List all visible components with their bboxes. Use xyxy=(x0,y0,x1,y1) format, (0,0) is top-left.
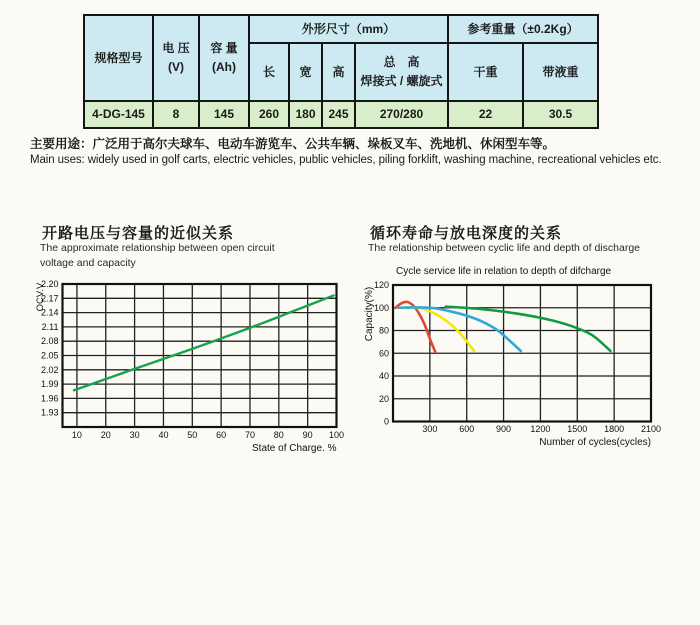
x-tick-label: 90 xyxy=(302,430,313,440)
header-capacity xyxy=(199,15,249,101)
x-tick-label: 60 xyxy=(216,430,227,440)
cell-voltage: 8 xyxy=(153,101,199,128)
header-dimensions: 外形尺寸（mm） xyxy=(249,15,448,43)
header-dry-weight: 干重 xyxy=(448,43,523,101)
header-model: 规格型号 xyxy=(84,15,153,101)
header-voltage xyxy=(153,15,199,101)
x-tick-label: 900 xyxy=(496,424,512,434)
left-chart-title-cn: 开路电压与容量的近似关系 xyxy=(42,225,235,242)
cell-height: 245 xyxy=(322,101,355,128)
y-tick-label: 60 xyxy=(378,348,389,359)
header-capacity-cn: 容 量 xyxy=(210,41,238,56)
x-tick-label: 70 xyxy=(244,430,255,440)
y-tick-label: 20 xyxy=(378,393,389,404)
table-row xyxy=(84,101,598,128)
header-total-height xyxy=(355,43,448,101)
cell-length: 260 xyxy=(249,101,289,128)
y-axis-label: OCV.V xyxy=(35,282,46,312)
y-tick-label: 1.99 xyxy=(40,379,59,390)
x-axis-label: Number of cycles(cycles) xyxy=(539,437,651,448)
header-total-height-sub: 焊接式 / 螺旋式 xyxy=(360,74,443,88)
main-uses-en: Main uses: widely used in golf carts, electric vehicles, public vehicles, piling forklift, washing machine, recreational vehicles etc. xyxy=(30,154,662,166)
x-tick-label: 30 xyxy=(129,430,140,440)
y-tick-label: 40 xyxy=(378,371,389,381)
series-ocv-line xyxy=(74,295,334,390)
y-tick-label: 2.02 xyxy=(40,364,59,375)
y-tick-label: 2.08 xyxy=(40,336,59,347)
cell-width: 180 xyxy=(289,101,322,128)
y-tick-label: 2.17 xyxy=(40,293,59,304)
header-wet-weight: 带液重 xyxy=(523,43,598,101)
x-tick-label: 600 xyxy=(459,424,475,434)
header-height: 高 xyxy=(322,43,355,101)
y-tick-label: 80 xyxy=(378,325,389,336)
x-tick-label: 20 xyxy=(100,430,111,440)
cycle-life-chart xyxy=(358,258,693,458)
y-tick-label: 120 xyxy=(373,280,389,290)
right-chart-title-cn: 循环寿命与放电深度的关系 xyxy=(370,225,563,242)
header-weight: 参考重量（±0.2Kg） xyxy=(448,15,598,43)
y-tick-label: 0 xyxy=(383,416,389,427)
x-tick-label: 300 xyxy=(422,424,438,434)
y-tick-label: 100 xyxy=(373,302,389,313)
header-voltage-unit: (V) xyxy=(168,60,184,74)
y-tick-label: 1.96 xyxy=(40,393,59,404)
x-tick-label: 80 xyxy=(273,430,284,440)
chart-inner-title: Cycle service life in relation to depth of difcharge xyxy=(396,266,612,277)
ocv-soc-chart xyxy=(30,268,350,463)
header-width: 宽 xyxy=(289,43,322,101)
header-voltage-cn: 电 压 xyxy=(162,41,190,56)
x-tick-label: 2100 xyxy=(640,424,662,434)
x-tick-label: 1800 xyxy=(604,424,625,434)
left-chart-title-en: The approximate relationship between open circuit voltage and capacity xyxy=(40,242,275,270)
x-axis-label: State of Charge. % xyxy=(252,443,337,454)
y-tick-label: 2.05 xyxy=(40,350,59,361)
header-capacity-unit: (Ah) xyxy=(212,60,236,74)
y-axis-label: Capacity(%) xyxy=(364,286,375,342)
cell-capacity: 145 xyxy=(199,101,249,128)
spec-table xyxy=(83,14,599,129)
y-tick-label: 1.93 xyxy=(40,407,59,418)
x-tick-label: 40 xyxy=(158,430,169,440)
cell-model: 4-DG-145 xyxy=(84,101,153,128)
series-dod-blue xyxy=(398,307,521,351)
cell-wet-weight: 30.5 xyxy=(523,101,598,128)
header-total-height-cn: 总 高 xyxy=(383,55,420,70)
y-tick-label: 2.11 xyxy=(41,321,59,332)
x-tick-label: 1200 xyxy=(530,424,551,434)
x-tick-label: 100 xyxy=(328,430,345,440)
y-tick-label: 2.20 xyxy=(40,279,59,289)
header-length: 长 xyxy=(249,43,289,101)
main-uses-cn: 主要用途：广泛用于高尔夫球车、电动车游览车、公共车辆、垛板叉车、洗地机、休闲型车等。 xyxy=(30,137,556,151)
y-tick-label: 2.14 xyxy=(40,307,59,318)
cell-total-height: 270/280 xyxy=(355,101,448,128)
x-tick-label: 1500 xyxy=(567,424,588,434)
right-chart-title-en: The relationship between cyclic life and depth of discharge xyxy=(368,242,640,254)
x-tick-label: 50 xyxy=(187,430,198,440)
cell-dry-weight: 22 xyxy=(448,101,523,128)
x-tick-label: 10 xyxy=(71,430,82,440)
